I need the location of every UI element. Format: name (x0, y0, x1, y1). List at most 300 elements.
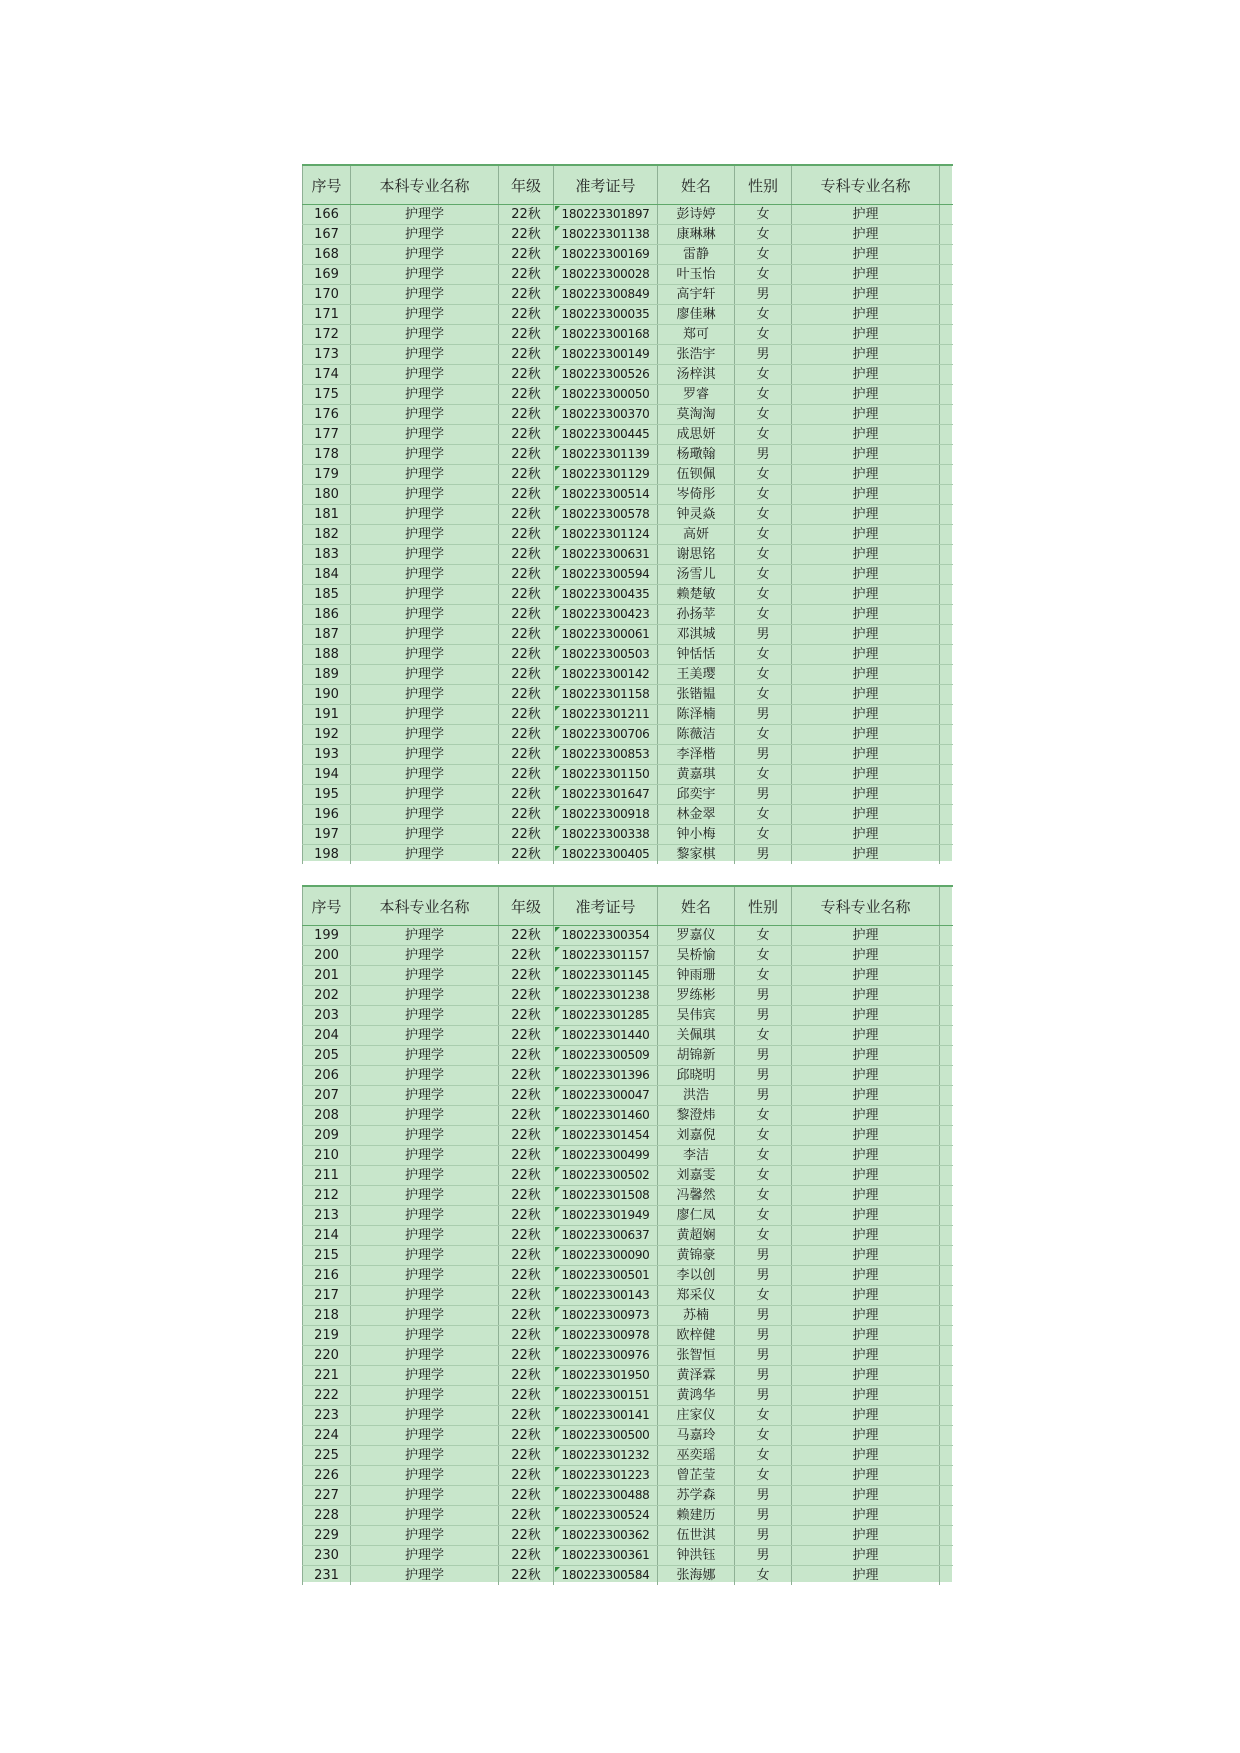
seq-cell: 170 (303, 285, 351, 305)
header-undergrad-major: 本科专业名称 (351, 165, 499, 205)
college-major-cell: 护理 (792, 545, 940, 565)
grade-cell: 22秋 (499, 1086, 554, 1106)
table-row (303, 1486, 953, 1506)
undergrad-major-cell: 护理学 (351, 285, 499, 305)
spacer-cell (940, 1126, 953, 1146)
exam-id-cell: 180223301460 (554, 1106, 658, 1126)
exam-id-cell: 180223301157 (554, 946, 658, 966)
undergrad-major-cell: 护理学 (351, 1066, 499, 1086)
grade-cell: 22秋 (499, 966, 554, 986)
seq-cell: 219 (303, 1326, 351, 1346)
college-major-cell: 护理 (792, 966, 940, 986)
grade-cell: 22秋 (499, 1446, 554, 1466)
undergrad-major-cell: 护理学 (351, 1246, 499, 1266)
grade-cell: 22秋 (499, 1406, 554, 1426)
college-major-cell: 护理 (792, 605, 940, 625)
name-cell: 马嘉玲 (658, 1426, 735, 1446)
undergrad-major-cell: 护理学 (351, 1086, 499, 1106)
seq-cell: 197 (303, 825, 351, 845)
table-row (303, 545, 953, 565)
table-row (303, 1206, 953, 1226)
spacer-cell (940, 1486, 953, 1506)
exam-id-cell: 180223300594 (554, 565, 658, 585)
exam-id-cell: 180223301396 (554, 1066, 658, 1086)
college-major-cell: 护理 (792, 385, 940, 405)
college-major-cell: 护理 (792, 1326, 940, 1346)
table-row (303, 1186, 953, 1206)
name-cell: 孙扬苹 (658, 605, 735, 625)
name-cell: 钟灵焱 (658, 505, 735, 525)
seq-cell: 181 (303, 505, 351, 525)
spacer-cell (940, 1246, 953, 1266)
table-row (303, 705, 953, 725)
gender-cell: 女 (735, 425, 792, 445)
grade-cell: 22秋 (499, 1146, 554, 1166)
name-cell: 胡锦新 (658, 1046, 735, 1066)
grade-cell: 22秋 (499, 625, 554, 645)
table-row (303, 245, 953, 265)
name-cell: 彭诗婷 (658, 205, 735, 225)
grade-cell: 22秋 (499, 765, 554, 785)
spacer-cell (940, 205, 953, 225)
college-major-cell: 护理 (792, 365, 940, 385)
gender-cell: 男 (735, 1486, 792, 1506)
gender-cell: 男 (735, 1266, 792, 1286)
table-row (303, 1446, 953, 1466)
spacer-cell (940, 265, 953, 285)
exam-id-cell: 180223301647 (554, 785, 658, 805)
college-major-cell: 护理 (792, 725, 940, 745)
college-major-cell: 护理 (792, 765, 940, 785)
table-row (303, 1266, 953, 1286)
seq-cell: 210 (303, 1146, 351, 1166)
seq-cell: 211 (303, 1166, 351, 1186)
gender-cell: 女 (735, 665, 792, 685)
grade-cell: 22秋 (499, 926, 554, 946)
header-grade: 年级 (499, 165, 554, 205)
name-cell: 罗嘉仪 (658, 926, 735, 946)
college-major-cell: 护理 (792, 465, 940, 485)
undergrad-major-cell: 护理学 (351, 1346, 499, 1366)
college-major-cell: 护理 (792, 1046, 940, 1066)
table-row (303, 485, 953, 505)
table-row (303, 986, 953, 1006)
name-cell: 吴伟宾 (658, 1006, 735, 1026)
undergrad-major-cell: 护理学 (351, 1046, 499, 1066)
seq-cell: 230 (303, 1546, 351, 1566)
undergrad-major-cell: 护理学 (351, 1286, 499, 1306)
college-major-cell: 护理 (792, 685, 940, 705)
name-cell: 伍世淇 (658, 1526, 735, 1546)
college-major-cell: 护理 (792, 1086, 940, 1106)
undergrad-major-cell: 护理学 (351, 1566, 499, 1586)
exam-id-cell: 180223300047 (554, 1086, 658, 1106)
table-row (303, 305, 953, 325)
gender-cell: 男 (735, 1326, 792, 1346)
exam-id-cell: 180223300500 (554, 1426, 658, 1446)
name-cell: 杨璥翰 (658, 445, 735, 465)
undergrad-major-cell: 护理学 (351, 785, 499, 805)
gender-cell: 女 (735, 1426, 792, 1446)
grade-cell: 22秋 (499, 825, 554, 845)
spacer-cell (940, 385, 953, 405)
name-cell: 刘嘉雯 (658, 1166, 735, 1186)
table-row (303, 1546, 953, 1566)
college-major-cell: 护理 (792, 1346, 940, 1366)
college-major-cell: 护理 (792, 1466, 940, 1486)
spacer-cell (940, 966, 953, 986)
seq-cell: 223 (303, 1406, 351, 1426)
table-row (303, 1406, 953, 1426)
exam-id-cell: 180223301129 (554, 465, 658, 485)
spacer-cell (940, 1006, 953, 1026)
name-cell: 罗练彬 (658, 986, 735, 1006)
name-cell: 庄家仪 (658, 1406, 735, 1426)
college-major-cell: 护理 (792, 1406, 940, 1426)
college-major-cell: 护理 (792, 845, 940, 865)
seq-cell: 175 (303, 385, 351, 405)
gender-cell: 女 (735, 465, 792, 485)
table-row (303, 1046, 953, 1066)
college-major-cell: 护理 (792, 345, 940, 365)
gender-cell: 男 (735, 445, 792, 465)
spacer-cell (940, 665, 953, 685)
name-cell: 黄嘉琪 (658, 765, 735, 785)
gender-cell: 女 (735, 545, 792, 565)
exam-id-cell: 180223300361 (554, 1546, 658, 1566)
exam-id-cell: 180223300849 (554, 285, 658, 305)
spacer-cell (940, 825, 953, 845)
undergrad-major-cell: 护理学 (351, 1366, 499, 1386)
header-name: 姓名 (658, 886, 735, 926)
grade-cell: 22秋 (499, 1106, 554, 1126)
name-cell: 关佩琪 (658, 1026, 735, 1046)
seq-cell: 187 (303, 625, 351, 645)
header-college-major: 专科专业名称 (792, 886, 940, 926)
exam-id-cell: 180223300151 (554, 1386, 658, 1406)
grade-cell: 22秋 (499, 1166, 554, 1186)
header-gender: 性别 (735, 886, 792, 926)
spacer-cell (940, 705, 953, 725)
seq-cell: 227 (303, 1486, 351, 1506)
grade-cell: 22秋 (499, 345, 554, 365)
grade-cell: 22秋 (499, 425, 554, 445)
seq-cell: 195 (303, 785, 351, 805)
table-row (303, 1366, 953, 1386)
exam-id-cell: 180223301440 (554, 1026, 658, 1046)
grade-cell: 22秋 (499, 1226, 554, 1246)
undergrad-major-cell: 护理学 (351, 1406, 499, 1426)
name-cell: 赖楚敏 (658, 585, 735, 605)
grade-cell: 22秋 (499, 1006, 554, 1026)
name-cell: 邱奕宇 (658, 785, 735, 805)
college-major-cell: 护理 (792, 445, 940, 465)
grade-cell: 22秋 (499, 585, 554, 605)
college-major-cell: 护理 (792, 1286, 940, 1306)
exam-id-cell: 180223301508 (554, 1186, 658, 1206)
name-cell: 王美璎 (658, 665, 735, 685)
college-major-cell: 护理 (792, 1486, 940, 1506)
gender-cell: 男 (735, 625, 792, 645)
table-row (303, 1526, 953, 1546)
college-major-cell: 护理 (792, 1306, 940, 1326)
grade-cell: 22秋 (499, 225, 554, 245)
grade-cell: 22秋 (499, 445, 554, 465)
name-cell: 苏楠 (658, 1306, 735, 1326)
exam-id-cell: 180223301211 (554, 705, 658, 725)
name-cell: 郑采仪 (658, 1286, 735, 1306)
name-cell: 巫奕瑶 (658, 1446, 735, 1466)
table-row (303, 585, 953, 605)
table-row (303, 405, 953, 425)
spacer-cell (940, 986, 953, 1006)
exam-id-cell: 180223300503 (554, 645, 658, 665)
spacer-cell (940, 946, 953, 966)
gender-cell: 女 (735, 1206, 792, 1226)
gender-cell: 女 (735, 966, 792, 986)
undergrad-major-cell: 护理学 (351, 305, 499, 325)
grade-cell: 22秋 (499, 665, 554, 685)
exam-id-cell: 180223300526 (554, 365, 658, 385)
exam-id-cell: 180223301949 (554, 1206, 658, 1226)
exam-id-cell: 180223301950 (554, 1366, 658, 1386)
undergrad-major-cell: 护理学 (351, 1386, 499, 1406)
exam-id-cell: 180223301454 (554, 1126, 658, 1146)
table-row (303, 225, 953, 245)
grade-cell: 22秋 (499, 685, 554, 705)
exam-id-cell: 180223300918 (554, 805, 658, 825)
table-row (303, 1466, 953, 1486)
grade-cell: 22秋 (499, 1206, 554, 1226)
spacer-cell (940, 1506, 953, 1526)
gender-cell: 女 (735, 1106, 792, 1126)
name-cell: 汤雪儿 (658, 565, 735, 585)
seq-cell: 225 (303, 1446, 351, 1466)
undergrad-major-cell: 护理学 (351, 946, 499, 966)
seq-cell: 192 (303, 725, 351, 745)
table-row (303, 1426, 953, 1446)
seq-cell: 169 (303, 265, 351, 285)
seq-cell: 186 (303, 605, 351, 625)
exam-id-cell: 180223300853 (554, 745, 658, 765)
gender-cell: 女 (735, 605, 792, 625)
table-row (303, 1146, 953, 1166)
undergrad-major-cell: 护理学 (351, 845, 499, 865)
exam-id-cell: 180223301124 (554, 525, 658, 545)
undergrad-major-cell: 护理学 (351, 1466, 499, 1486)
spacer-cell (940, 1026, 953, 1046)
college-major-cell: 护理 (792, 265, 940, 285)
college-major-cell: 护理 (792, 705, 940, 725)
undergrad-major-cell: 护理学 (351, 385, 499, 405)
name-cell: 张智恒 (658, 1346, 735, 1366)
grade-cell: 22秋 (499, 745, 554, 765)
gender-cell: 男 (735, 285, 792, 305)
name-cell: 罗睿 (658, 385, 735, 405)
table-row (303, 966, 953, 986)
undergrad-major-cell: 护理学 (351, 505, 499, 525)
college-major-cell: 护理 (792, 926, 940, 946)
name-cell: 冯馨然 (658, 1186, 735, 1206)
gender-cell: 女 (735, 525, 792, 545)
name-cell: 高宇轩 (658, 285, 735, 305)
exam-id-cell: 180223300050 (554, 385, 658, 405)
name-cell: 高妍 (658, 525, 735, 545)
name-cell: 赖建历 (658, 1506, 735, 1526)
grade-cell: 22秋 (499, 986, 554, 1006)
undergrad-major-cell: 护理学 (351, 1226, 499, 1246)
seq-cell: 208 (303, 1106, 351, 1126)
spacer-cell (940, 425, 953, 445)
undergrad-major-cell: 护理学 (351, 665, 499, 685)
table-row (303, 625, 953, 645)
name-cell: 廖佳琳 (658, 305, 735, 325)
exam-id-cell: 180223300405 (554, 845, 658, 865)
spacer-cell (940, 545, 953, 565)
spacer-cell (940, 1166, 953, 1186)
college-major-cell: 护理 (792, 225, 940, 245)
spacer-cell (940, 1066, 953, 1086)
college-major-cell: 护理 (792, 305, 940, 325)
undergrad-major-cell: 护理学 (351, 1426, 499, 1446)
table-row (303, 365, 953, 385)
grade-cell: 22秋 (499, 545, 554, 565)
header-grade: 年级 (499, 886, 554, 926)
spacer-cell (940, 565, 953, 585)
spacer-cell (940, 645, 953, 665)
name-cell: 欧梓健 (658, 1326, 735, 1346)
undergrad-major-cell: 护理学 (351, 345, 499, 365)
spacer-cell (940, 1306, 953, 1326)
undergrad-major-cell: 护理学 (351, 425, 499, 445)
name-cell: 谢思铭 (658, 545, 735, 565)
grade-cell: 22秋 (499, 785, 554, 805)
undergrad-major-cell: 护理学 (351, 725, 499, 745)
table-row (303, 1566, 953, 1586)
spacer-cell (940, 445, 953, 465)
seq-cell: 188 (303, 645, 351, 665)
seq-cell: 207 (303, 1086, 351, 1106)
seq-cell: 218 (303, 1306, 351, 1326)
seq-cell: 204 (303, 1026, 351, 1046)
spacer-cell (940, 1566, 953, 1586)
gender-cell: 男 (735, 1506, 792, 1526)
table-row (303, 1506, 953, 1526)
undergrad-major-cell: 护理学 (351, 565, 499, 585)
seq-cell: 172 (303, 325, 351, 345)
name-cell: 成思妍 (658, 425, 735, 445)
table-row (303, 265, 953, 285)
college-major-cell: 护理 (792, 425, 940, 445)
gender-cell: 女 (735, 325, 792, 345)
college-major-cell: 护理 (792, 645, 940, 665)
grade-cell: 22秋 (499, 1326, 554, 1346)
exam-id-cell: 180223301232 (554, 1446, 658, 1466)
exam-id-cell: 180223301150 (554, 765, 658, 785)
header-seq: 序号 (303, 886, 351, 926)
seq-cell: 177 (303, 425, 351, 445)
exam-id-cell: 180223300435 (554, 585, 658, 605)
name-cell: 钟恬恬 (658, 645, 735, 665)
undergrad-major-cell: 护理学 (351, 685, 499, 705)
grade-cell: 22秋 (499, 1386, 554, 1406)
college-major-cell: 护理 (792, 1266, 940, 1286)
college-major-cell: 护理 (792, 825, 940, 845)
spacer-cell (940, 1406, 953, 1426)
exam-id-cell: 180223300578 (554, 505, 658, 525)
seq-cell: 214 (303, 1226, 351, 1246)
seq-cell: 190 (303, 685, 351, 705)
gender-cell: 女 (735, 765, 792, 785)
seq-cell: 216 (303, 1266, 351, 1286)
table-row (303, 1166, 953, 1186)
table-1 (302, 164, 953, 864)
college-major-cell: 护理 (792, 285, 940, 305)
spacer-cell (940, 225, 953, 245)
name-cell: 曾芷莹 (658, 1466, 735, 1486)
table-row (303, 685, 953, 705)
exam-id-cell: 180223300524 (554, 1506, 658, 1526)
undergrad-major-cell: 护理学 (351, 1166, 499, 1186)
table-row (303, 926, 953, 946)
exam-id-cell: 180223300141 (554, 1406, 658, 1426)
grade-cell: 22秋 (499, 1346, 554, 1366)
exam-id-cell: 180223300514 (554, 485, 658, 505)
seq-cell: 217 (303, 1286, 351, 1306)
undergrad-major-cell: 护理学 (351, 1546, 499, 1566)
gender-cell: 女 (735, 1446, 792, 1466)
college-major-cell: 护理 (792, 1386, 940, 1406)
gender-cell: 男 (735, 1306, 792, 1326)
gender-cell: 女 (735, 305, 792, 325)
college-major-cell: 护理 (792, 1166, 940, 1186)
table-row (303, 1326, 953, 1346)
exam-id-cell: 180223301145 (554, 966, 658, 986)
undergrad-major-cell: 护理学 (351, 926, 499, 946)
gender-cell: 男 (735, 1046, 792, 1066)
name-cell: 李泽楷 (658, 745, 735, 765)
college-major-cell: 护理 (792, 405, 940, 425)
spacer-cell (940, 525, 953, 545)
name-cell: 汤梓淇 (658, 365, 735, 385)
seq-cell: 182 (303, 525, 351, 545)
gender-cell: 女 (735, 385, 792, 405)
exam-id-cell: 180223300168 (554, 325, 658, 345)
spacer-cell (940, 1186, 953, 1206)
grade-cell: 22秋 (499, 205, 554, 225)
grade-cell: 22秋 (499, 1266, 554, 1286)
gender-cell: 男 (735, 1526, 792, 1546)
college-major-cell: 护理 (792, 205, 940, 225)
exam-id-cell: 180223300488 (554, 1486, 658, 1506)
header-college-major: 专科专业名称 (792, 165, 940, 205)
table-row (303, 1306, 953, 1326)
gender-cell: 男 (735, 1006, 792, 1026)
seq-cell: 194 (303, 765, 351, 785)
seq-cell: 179 (303, 465, 351, 485)
spacer-cell (940, 1146, 953, 1166)
gender-cell: 女 (735, 1226, 792, 1246)
seq-cell: 176 (303, 405, 351, 425)
college-major-cell: 护理 (792, 1366, 940, 1386)
college-major-cell: 护理 (792, 1506, 940, 1526)
spacer-cell (940, 765, 953, 785)
table-row (303, 1006, 953, 1026)
gender-cell: 女 (735, 946, 792, 966)
name-cell: 伍钡佩 (658, 465, 735, 485)
grade-cell: 22秋 (499, 1286, 554, 1306)
name-cell: 林金翠 (658, 805, 735, 825)
